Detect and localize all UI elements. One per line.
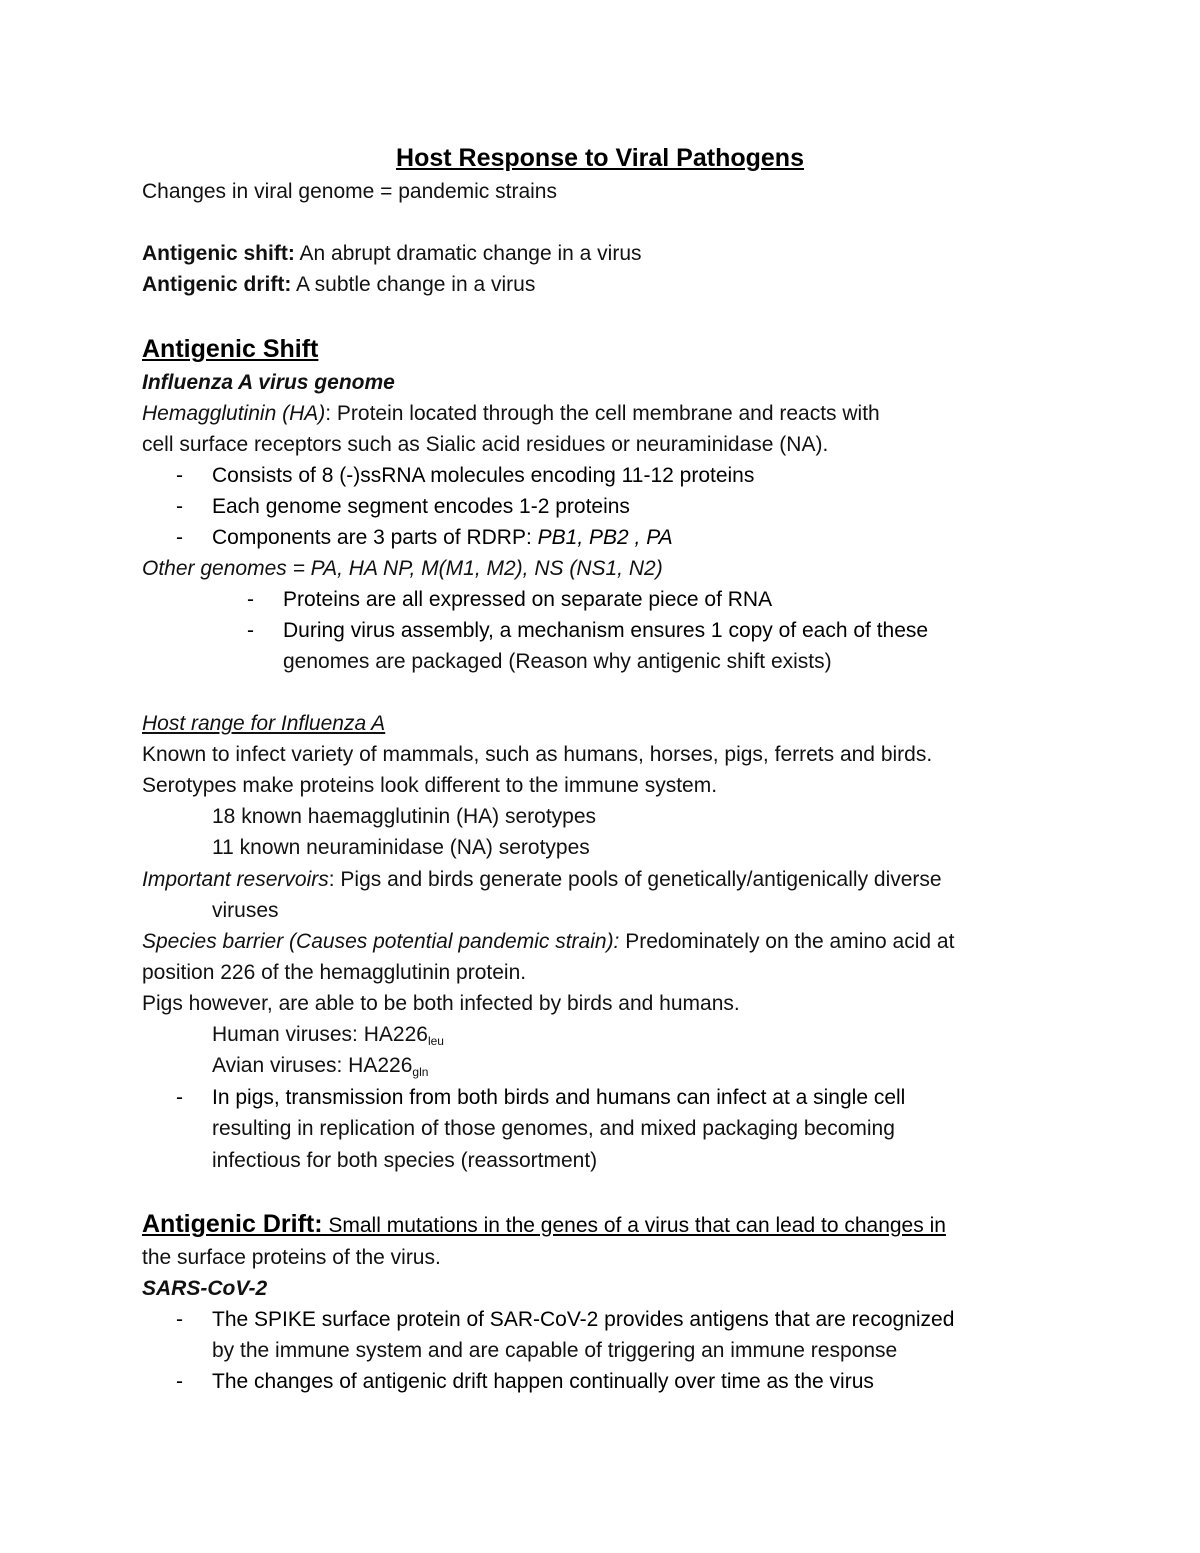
ha-text: : Protein located through the cell membrane and reacts with [325,402,880,425]
definition-shift [142,238,642,269]
definition-drift [142,269,535,300]
avian-subscript: gln [412,1065,429,1079]
list-item-cont: resulting in replication of those genomes, and mixed packaging becoming [212,1117,895,1140]
definition-text: A subtle change in a virus [291,273,536,296]
intro-line: Changes in viral genome = pandemic strains [142,180,557,203]
definition-term: Antigenic drift: [142,273,292,296]
list-item-text: Consists of 8 (-)ssRNA molecules encoding 11-12 proteins [212,464,755,487]
host-range-line: Known to infect variety of mammals, such as humans, horses, pigs, ferrets and birds. [142,743,933,766]
list-item-text [212,522,673,553]
barrier-cont: position 226 of the hemagglutinin protein. [142,961,527,984]
list-item-cont: infectious for both species (reassortment) [212,1149,598,1172]
list-item-cont: genomes are packaged (Reason why antigenic shift exists) [283,650,832,673]
list-item-cont: by the immune system and are capable of triggering an immune response [212,1339,898,1362]
bullet-dash: - [176,1308,183,1331]
bullet-dash: - [176,495,183,518]
pigs-line: Pigs however, are able to be both infected by birds and humans. [142,992,740,1015]
avian-label: Avian viruses: HA226 [212,1054,413,1077]
rdrp-prefix: Components are 3 parts of RDRP: [212,526,538,549]
ha-term: Hemagglutinin (HA) [142,402,326,425]
bullet-dash: - [247,619,254,642]
host-range-line: Serotypes make proteins look different to the immune system. [142,774,718,797]
host-range-heading: Host range for Influenza A [142,712,386,735]
barrier-line [142,926,954,957]
serotype-line: 18 known haemagglutinin (HA) serotypes [212,805,597,828]
list-item-text: The changes of antigenic drift happen continually over time as the virus [212,1370,874,1393]
human-viruses-line [212,1019,444,1050]
bullet-dash: - [176,464,183,487]
subheading-sars: SARS-CoV-2 [142,1277,268,1300]
ha-line-cont: cell surface receptors such as Sialic acid residues or neuraminidase (NA). [142,433,829,456]
reservoirs-line [142,864,942,895]
drift-text: Small mutations in the genes of a virus that can lead to changes in [322,1214,946,1237]
drift-cont: the surface proteins of the virus. [142,1246,441,1269]
page-title: Host Response to Viral Pathogens [396,144,804,172]
reservoirs-term: Important reservoirs [142,868,329,891]
serotype-line: 11 known neuraminidase (NA) serotypes [212,836,590,859]
definition-term: Antigenic shift: [142,242,295,265]
bullet-dash: - [176,526,183,549]
list-item-text: Proteins are all expressed on separate piece of RNA [283,588,773,611]
list-item-text: The SPIKE surface protein of SAR-CoV-2 provides antigens that are recognized [212,1308,955,1331]
human-label: Human viruses: HA226 [212,1023,428,1046]
reservoirs-cont: viruses [212,899,279,922]
bullet-dash: - [247,588,254,611]
ha-line [142,398,880,429]
avian-viruses-line [212,1050,428,1081]
human-subscript: leu [427,1034,444,1048]
list-item-text: During virus assembly, a mechanism ensures 1 copy of each of these [283,619,929,642]
drift-heading: Antigenic Drift: [142,1210,323,1238]
section-heading-drift [142,1207,946,1243]
reservoirs-text: : Pigs and birds generate pools of genetically/antigenically diverse [328,868,942,891]
definition-text: An abrupt dramatic change in a virus [294,242,642,265]
list-item-text: In pigs, transmission from both birds and humans can infect at a single cell [212,1086,906,1109]
section-heading-shift: Antigenic Shift [142,335,319,363]
list-item-text: Each genome segment encodes 1-2 proteins [212,495,630,518]
barrier-term: Species barrier (Causes potential pandemic strain): [142,930,620,953]
rdrp-parts: PB1, PB2 , PA [537,526,673,549]
other-genomes-line: Other genomes = PA, HA NP, M(M1, M2), NS (NS1, N2) [142,557,663,580]
subheading-influenza: Influenza A virus genome [142,371,395,394]
bullet-dash: - [176,1370,183,1393]
bullet-dash: - [176,1086,183,1109]
barrier-text: Predominately on the amino acid at [619,930,955,953]
